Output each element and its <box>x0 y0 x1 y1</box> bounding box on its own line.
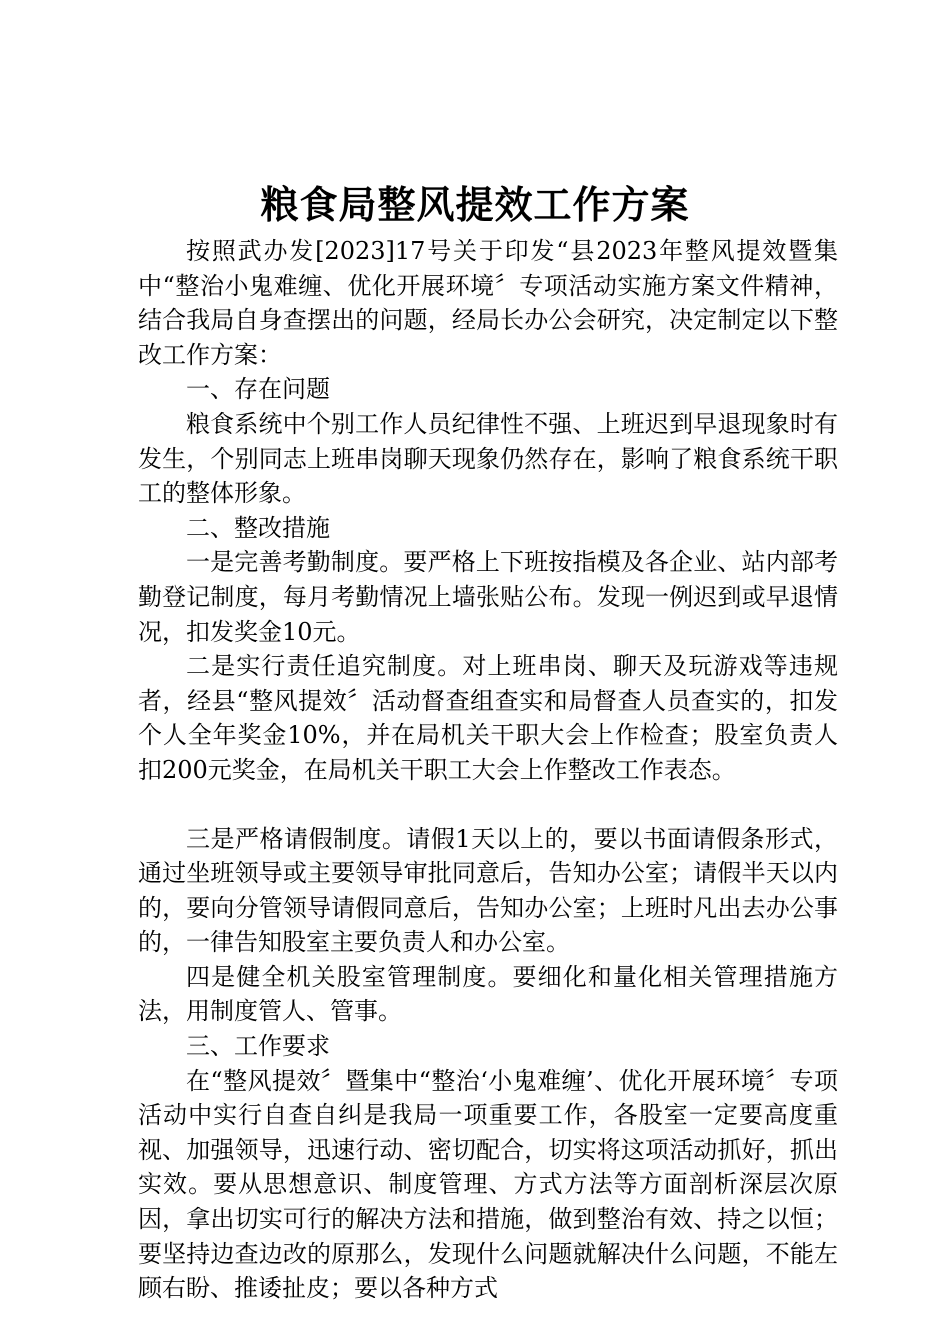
section-heading-measures: 二、整改措施 <box>186 513 330 542</box>
section-heading-problems: 一、存在问题 <box>186 375 330 404</box>
document-body <box>138 234 838 1306</box>
measure-management-paragraph: 四是健全机关股室管理制度。要细化和量化相关管理措施方法，用制度管人、管事。 <box>138 962 838 1026</box>
measure-attendance-paragraph: 一是完善考勤制度。要严格上下班按指模及各企业、站内部考勤登记制度，每月考勤情况上墙张贴公布。发现一例迟到或早退情况，扣发奖金10元。 <box>138 548 838 646</box>
intro-paragraph: 按照武办发[2023]17号关于印发“县2023年整风提效暨集中“整治小鬼难缠、优化开展环境〞专项活动实施方案文件精神，结合我局自身查摆出的问题，经局长办公会研究，决定制定以下整改工作方案： <box>138 237 838 369</box>
requirements-paragraph: 在“整风提效〞暨集中“整治‘小鬼难缠’、优化开展环境〞专项活动中实行自查自纠是我局一项重要工作，各股室一定要高度重视、加强领导，迅速行动、密切配合，切实将这项活动抓好，抓出实效。要从思想意识、制度管理、方式方法等方面剖析深层次原因，拿出切实可行的解决方法和措施，做到整治有效、持之以恒；要坚持边查边改的原那么，发现什么问题就解决什么问题，不能左顾右盼、推诿扯皮；要以各种方式 <box>138 1066 838 1303</box>
measure-accountability-paragraph: 二是实行责任追究制度。对上班串岗、聊天及玩游戏等违规者，经县“整风提效〞活动督查组查实和局督查人员查实的，扣发个人全年奖金10%，并在局机关干职大会上作检查；股室负责人扣200元奖金，在局机关干职工大会上作整改工作表态。 <box>138 652 838 784</box>
section-heading-requirements: 三、工作要求 <box>186 1032 330 1061</box>
problems-paragraph: 粮食系统中个别工作人员纪律性不强、上班迟到早退现象时有发生，个别同志上班串岗聊天现象仍然存在，影响了粮食系统干职工的整体形象。 <box>138 409 838 508</box>
document-title: 粮食局整风提效工作方案 <box>260 182 690 227</box>
measure-leave-paragraph: 三是严格请假制度。请假1天以上的，要以书面请假条形式，通过坐班领导或主要领导审批同意后，告知办公室；请假半天以内的，要向分管领导请假同意后，告知办公室；上班时凡出去办公事的，一律告知股室主要负责人和办公室。 <box>138 824 838 957</box>
